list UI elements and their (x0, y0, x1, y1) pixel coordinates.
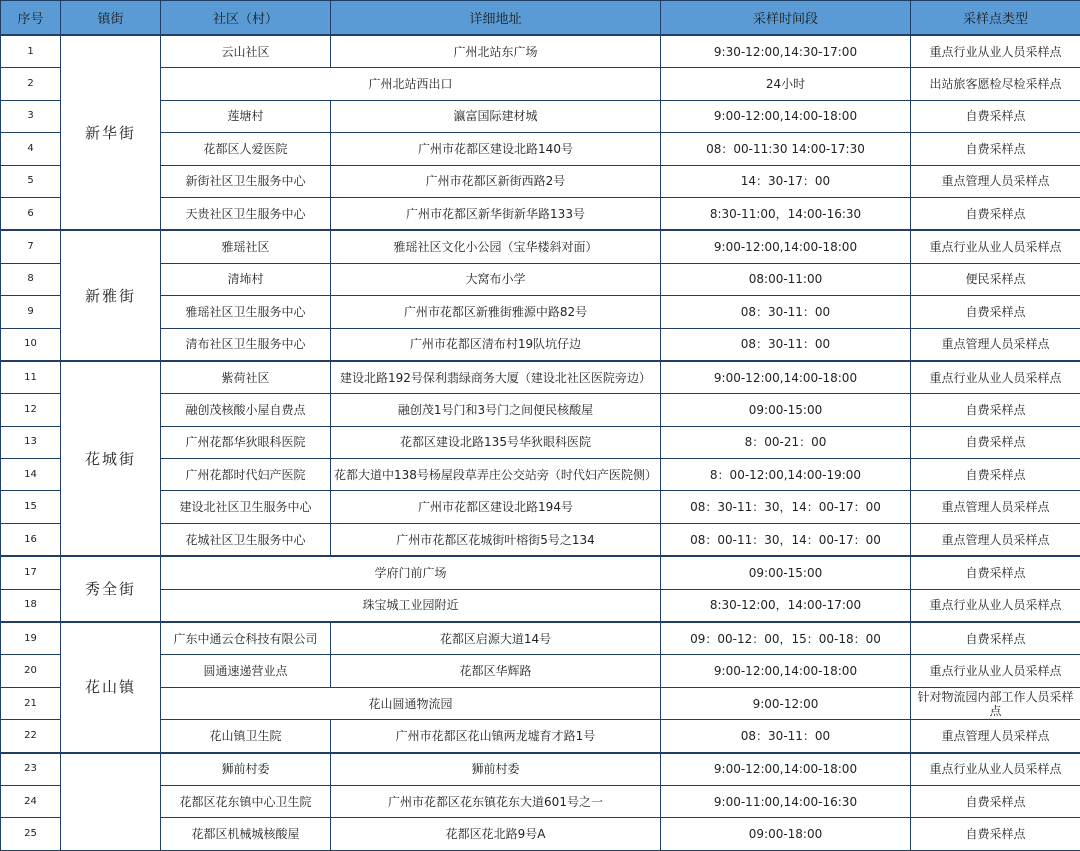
header-community: 社区（村） (161, 1, 331, 36)
address-cell: 广州市花都区新华街新华路133号 (331, 197, 661, 230)
header-address: 详细地址 (331, 1, 661, 36)
community-cell: 雅瑶社区卫生服务中心 (161, 296, 331, 328)
seq-cell: 14 (1, 459, 61, 491)
header-row (1, 1, 1080, 36)
type-cell: 自费采样点 (911, 459, 1080, 491)
type-cell: 自费采样点 (911, 426, 1080, 458)
time-cell: 9:00-12:00,14:00-18:00 (661, 361, 911, 394)
type-cell: 重点行业从业人员采样点 (911, 230, 1080, 263)
address-cell: 珠宝城工业园附近 (161, 589, 661, 622)
street-cell: 花城街 (61, 361, 161, 556)
time-cell: 8：00-21：00 (661, 426, 911, 458)
address-cell: 广州北站东广场 (331, 35, 661, 68)
table-row (1, 328, 1080, 361)
address-cell: 花都大道中138号杨屋段草弄庄公交站旁（时代妇产医院侧） (331, 459, 661, 491)
time-cell: 24小时 (661, 68, 911, 100)
table-row (1, 687, 1080, 719)
type-cell: 便民采样点 (911, 263, 1080, 295)
type-cell: 重点管理人员采样点 (911, 720, 1080, 753)
table-row (1, 785, 1080, 817)
type-cell: 重点管理人员采样点 (911, 165, 1080, 197)
seq-cell: 22 (1, 720, 61, 753)
time-cell: 9:00-12:00,14:00-18:00 (661, 753, 911, 786)
street-cell: 花山镇 (61, 622, 161, 753)
address-cell: 广州市花都区新雅街雅源中路82号 (331, 296, 661, 328)
seq-cell: 10 (1, 328, 61, 361)
community-cell: 广州花都华狄眼科医院 (161, 426, 331, 458)
community-cell: 新街社区卫生服务中心 (161, 165, 331, 197)
seq-cell: 18 (1, 589, 61, 622)
time-cell: 9:30-12:00,14:30-17:00 (661, 35, 911, 68)
table-row (1, 753, 1080, 786)
type-cell: 自费采样点 (911, 556, 1080, 589)
address-cell: 雅瑶社区文化小公园（宝华楼斜对面） (331, 230, 661, 263)
address-cell: 广州市花都区新街西路2号 (331, 165, 661, 197)
table-row (1, 818, 1080, 850)
type-cell: 自费采样点 (911, 394, 1080, 426)
seq-cell: 3 (1, 100, 61, 132)
address-cell: 瀛富国际建材城 (331, 100, 661, 132)
time-cell: 09:00-15:00 (661, 394, 911, 426)
time-cell: 08：30-11：00 (661, 328, 911, 361)
seq-cell: 13 (1, 426, 61, 458)
table-row (1, 491, 1080, 523)
seq-cell: 19 (1, 622, 61, 655)
type-cell: 自费采样点 (911, 818, 1080, 850)
community-cell: 融创茂核酸小屋自费点 (161, 394, 331, 426)
table-row (1, 230, 1080, 263)
community-cell: 花城社区卫生服务中心 (161, 523, 331, 556)
community-cell: 天贵社区卫生服务中心 (161, 197, 331, 230)
community-cell: 紫荷社区 (161, 361, 331, 394)
table-row (1, 589, 1080, 622)
address-cell: 广州市花都区花东镇花东大道601号之一 (331, 785, 661, 817)
header-street: 镇街 (61, 1, 161, 36)
type-cell: 自费采样点 (911, 100, 1080, 132)
seq-cell: 23 (1, 753, 61, 786)
community-cell: 清㘵村 (161, 263, 331, 295)
address-cell: 广州市花都区花城街叶榕街5号之134 (331, 523, 661, 556)
table-row (1, 35, 1080, 68)
header-time: 采样时间段 (661, 1, 911, 36)
type-cell: 重点管理人员采样点 (911, 328, 1080, 361)
table-row (1, 426, 1080, 458)
seq-cell: 9 (1, 296, 61, 328)
time-cell: 08：30-11：30，14：00-17：00 (661, 491, 911, 523)
seq-cell: 1 (1, 35, 61, 68)
time-cell: 08:00-11:00 (661, 263, 911, 295)
table-row (1, 622, 1080, 655)
table-row (1, 361, 1080, 394)
type-cell: 出站旅客愿检尽检采样点 (911, 68, 1080, 100)
table-row (1, 556, 1080, 589)
seq-cell: 21 (1, 687, 61, 719)
address-cell: 广州北站西出口 (161, 68, 661, 100)
time-cell: 8:30-11:00，14:00-16:30 (661, 197, 911, 230)
street-cell (61, 753, 161, 851)
address-cell: 花都区建设北路135号华狄眼科医院 (331, 426, 661, 458)
table-row (1, 68, 1080, 100)
table-row (1, 394, 1080, 426)
community-cell: 莲塘村 (161, 100, 331, 132)
type-cell: 针对物流园内部工作人员采样点 (911, 687, 1080, 719)
table-row (1, 296, 1080, 328)
table-row (1, 100, 1080, 132)
time-cell: 09:00-18:00 (661, 818, 911, 850)
address-cell: 花山圆通物流园 (161, 687, 661, 719)
address-cell: 花都区华辉路 (331, 655, 661, 687)
header-type: 采样点类型 (911, 1, 1080, 36)
type-cell: 自费采样点 (911, 133, 1080, 165)
table-row (1, 523, 1080, 556)
time-cell: 09：00-12：00，15：00-18：00 (661, 622, 911, 655)
table-row (1, 133, 1080, 165)
community-cell: 广州花都时代妇产医院 (161, 459, 331, 491)
type-cell: 重点行业从业人员采样点 (911, 753, 1080, 786)
street-cell: 秀全街 (61, 556, 161, 622)
seq-cell: 8 (1, 263, 61, 295)
community-cell: 清布社区卫生服务中心 (161, 328, 331, 361)
seq-cell: 7 (1, 230, 61, 263)
community-cell: 花都区机械城核酸屋 (161, 818, 331, 850)
seq-cell: 12 (1, 394, 61, 426)
address-cell: 广州市花都区建设北路140号 (331, 133, 661, 165)
type-cell: 自费采样点 (911, 296, 1080, 328)
address-cell: 广州市花都区清布村19队坑仔边 (331, 328, 661, 361)
type-cell: 重点行业从业人员采样点 (911, 361, 1080, 394)
time-cell: 14：30-17：00 (661, 165, 911, 197)
seq-cell: 2 (1, 68, 61, 100)
time-cell: 8:30-12:00，14:00-17:00 (661, 589, 911, 622)
time-cell: 08：30-11：00 (661, 720, 911, 753)
time-cell: 08：00-11：30，14：00-17：00 (661, 523, 911, 556)
header-seq: 序号 (1, 1, 61, 36)
community-cell: 建设北社区卫生服务中心 (161, 491, 331, 523)
address-cell: 建设北路192号保利翡绿商务大厦（建设北社区医院旁边） (331, 361, 661, 394)
table-row (1, 165, 1080, 197)
community-cell: 狮前村委 (161, 753, 331, 786)
address-cell: 大窝布小学 (331, 263, 661, 295)
community-cell: 云山社区 (161, 35, 331, 68)
type-cell: 自费采样点 (911, 622, 1080, 655)
time-cell: 9:00-12:00,14:00-18:00 (661, 100, 911, 132)
seq-cell: 6 (1, 197, 61, 230)
type-cell: 重点行业从业人员采样点 (911, 35, 1080, 68)
time-cell: 9:00-11:00,14:00-16:30 (661, 785, 911, 817)
seq-cell: 5 (1, 165, 61, 197)
community-cell: 花都区花东镇中心卫生院 (161, 785, 331, 817)
community-cell: 花山镇卫生院 (161, 720, 331, 753)
type-cell: 重点管理人员采样点 (911, 491, 1080, 523)
time-cell: 08：00-11:30 14:00-17:30 (661, 133, 911, 165)
time-cell: 9:00-12:00,14:00-18:00 (661, 230, 911, 263)
time-cell: 09:00-15:00 (661, 556, 911, 589)
community-cell: 花都区人爱医院 (161, 133, 331, 165)
address-cell: 花都区花北路9号A (331, 818, 661, 850)
time-cell: 9:00-12:00,14:00-18:00 (661, 655, 911, 687)
seq-cell: 11 (1, 361, 61, 394)
address-cell: 广州市花都区花山镇两龙墟育才路1号 (331, 720, 661, 753)
table-row (1, 197, 1080, 230)
address-cell: 学府门前广场 (161, 556, 661, 589)
seq-cell: 16 (1, 523, 61, 556)
type-cell: 自费采样点 (911, 197, 1080, 230)
seq-cell: 17 (1, 556, 61, 589)
street-cell: 新雅街 (61, 230, 161, 361)
community-cell: 圆通速递营业点 (161, 655, 331, 687)
address-cell: 狮前村委 (331, 753, 661, 786)
address-cell: 融创茂1号门和3号门之间便民核酸屋 (331, 394, 661, 426)
seq-cell: 20 (1, 655, 61, 687)
community-cell: 广东中通云仓科技有限公司 (161, 622, 331, 655)
seq-cell: 4 (1, 133, 61, 165)
type-cell: 重点管理人员采样点 (911, 523, 1080, 556)
address-cell: 广州市花都区建设北路194号 (331, 491, 661, 523)
table-row (1, 720, 1080, 753)
seq-cell: 25 (1, 818, 61, 850)
table-row (1, 655, 1080, 687)
table-row (1, 263, 1080, 295)
type-cell: 重点行业从业人员采样点 (911, 589, 1080, 622)
table-row (1, 459, 1080, 491)
address-cell: 花都区启源大道14号 (331, 622, 661, 655)
community-cell: 雅瑶社区 (161, 230, 331, 263)
type-cell: 重点行业从业人员采样点 (911, 655, 1080, 687)
time-cell: 9:00-12:00 (661, 687, 911, 719)
seq-cell: 15 (1, 491, 61, 523)
street-cell: 新华街 (61, 35, 161, 230)
seq-cell: 24 (1, 785, 61, 817)
time-cell: 8：00-12:00,14:00-19:00 (661, 459, 911, 491)
type-cell: 自费采样点 (911, 785, 1080, 817)
time-cell: 08：30-11：00 (661, 296, 911, 328)
